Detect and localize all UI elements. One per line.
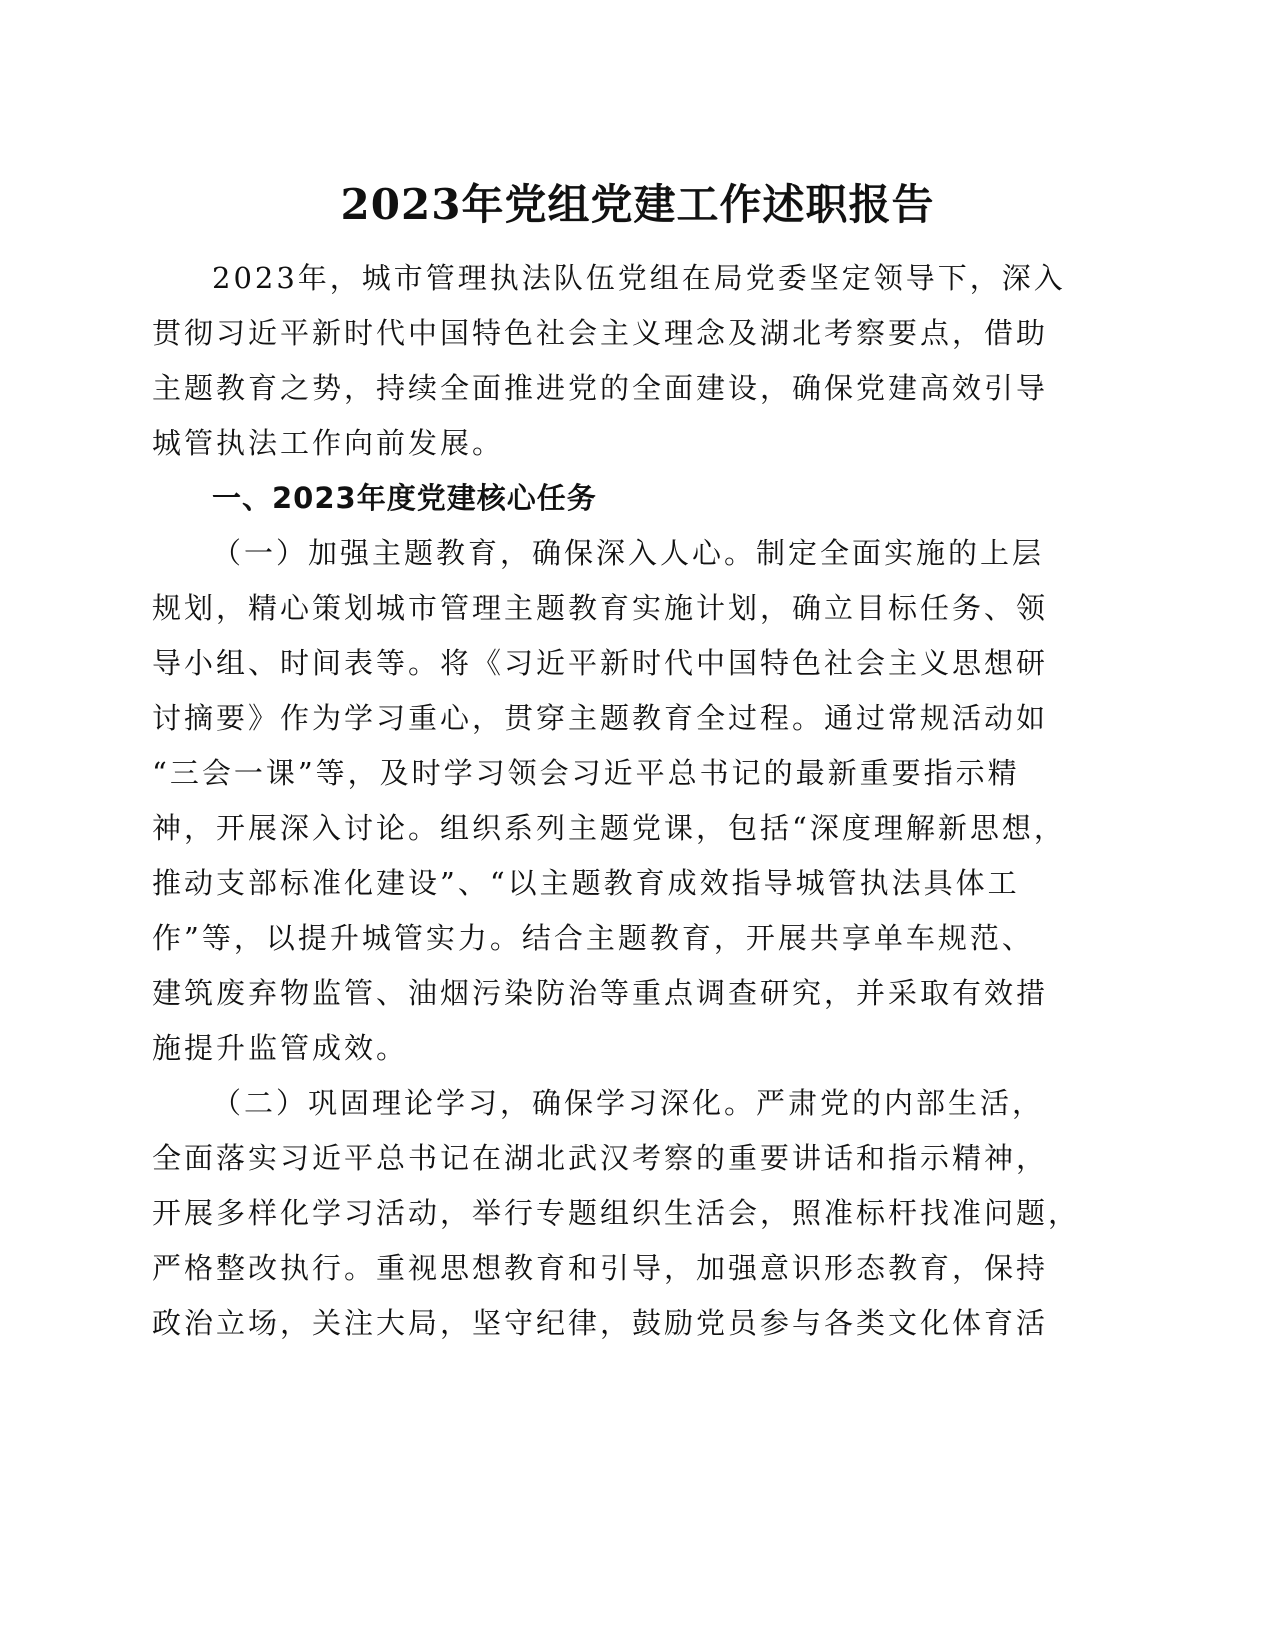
paragraph-line: 城管执法工作向前发展。 (152, 426, 505, 460)
paragraph-line: 开展多样化学习活动，举行专题组织生活会，照准标杆找准问题， (152, 1196, 1081, 1230)
paragraph-line: 施提升监管成效。 (152, 1031, 409, 1065)
paragraph-line: 2023年，城市管理执法队伍党组在局党委坚定领导下，深入 (212, 261, 1066, 295)
paragraph-line: （一）加强主题教育，确保深入人心。制定全面实施的上层 (212, 536, 1045, 570)
paragraph-line: “三会一课”等，及时学习领会习近平总书记的最新重要指示精 (152, 756, 1020, 790)
paragraph-line: 主题教育之势，持续全面推进党的全面建设，确保党建高效引导 (152, 371, 1049, 405)
paragraph-line: 规划，精心策划城市管理主题教育实施计划，确立目标任务、领 (152, 591, 1049, 625)
paragraph-line: 导小组、时间表等。将《习近平新时代中国特色社会主义思想研 (152, 646, 1049, 680)
paragraph-line: 政治立场，关注大局，坚守纪律，鼓励党员参与各类文化体育活 (152, 1306, 1049, 1340)
paragraph-line: 严格整改执行。重视思想教育和引导，加强意识形态教育，保持 (152, 1251, 1049, 1285)
document-title: 2023年党组党建工作述职报告 (340, 180, 935, 229)
paragraph-line: 作”等，以提升城管实力。结合主题教育，开展共享单车规范、 (152, 921, 1034, 955)
paragraph-line: 推动支部标准化建设”、“以主题教育成效指导城管执法具体工 (152, 866, 1020, 900)
paragraph-line: 神，开展深入讨论。组织系列主题党课，包括“深度理解新思想， (152, 811, 1066, 845)
paragraph-line: （二）巩固理论学习，确保学习深化。严肃党的内部生活， (212, 1086, 1045, 1120)
paragraph-line: 贯彻习近平新时代中国特色社会主义理念及湖北考察要点，借助 (152, 316, 1049, 350)
paragraph-line: 讨摘要》作为学习重心，贯穿主题教育全过程。通过常规活动如 (152, 701, 1049, 735)
paragraph-line: 建筑废弃物监管、油烟污染防治等重点调查研究，并采取有效措 (152, 976, 1049, 1010)
paragraph-line: 全面落实习近平总书记在湖北武汉考察的重要讲话和指示精神， (152, 1141, 1049, 1175)
section-heading: 一、2023年度党建核心任务 (212, 481, 597, 515)
